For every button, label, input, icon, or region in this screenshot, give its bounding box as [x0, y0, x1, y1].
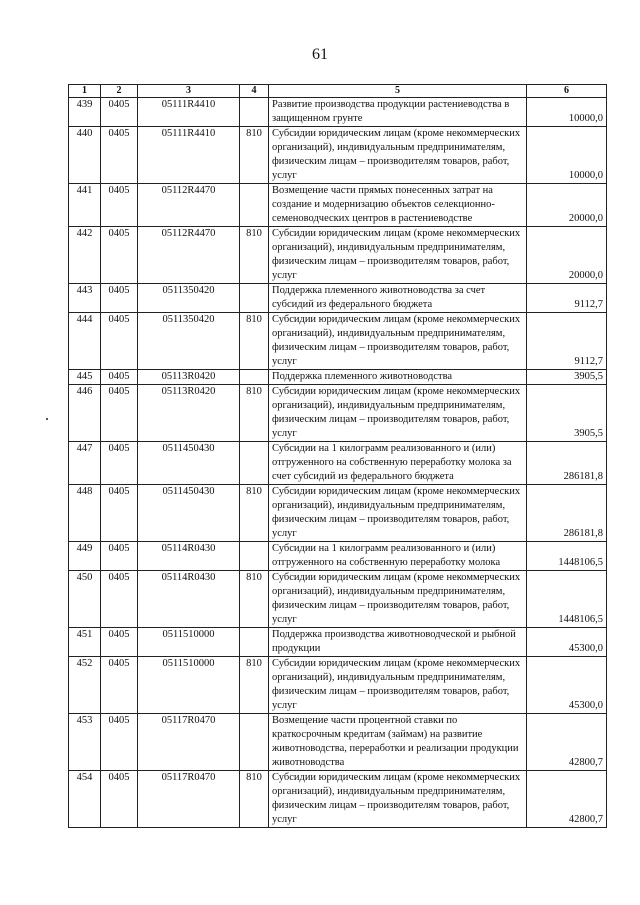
row-number-cell: 454	[69, 771, 101, 828]
target-article-cell: 0511350420	[138, 284, 240, 313]
section-code-cell: 0405	[101, 771, 138, 828]
target-article-cell: 05113R0420	[138, 370, 240, 385]
amount-cell: 45300,0	[527, 628, 607, 657]
table-row	[69, 385, 607, 442]
table-row	[69, 227, 607, 284]
row-number-cell: 439	[69, 98, 101, 127]
row-number-cell: 440	[69, 127, 101, 184]
expense-type-cell	[240, 714, 269, 771]
row-number-cell: 452	[69, 657, 101, 714]
section-code-cell: 0405	[101, 485, 138, 542]
description-cell: Субсидии юридическим лицам (кроме некоммерческих организаций), индивидуальным предпринимателям, физическим лицам – производителям товаров, работ, услуг	[269, 313, 527, 370]
amount-cell: 45300,0	[527, 657, 607, 714]
table-row	[69, 313, 607, 370]
amount-cell: 42800,7	[527, 714, 607, 771]
row-number-cell: 448	[69, 485, 101, 542]
expense-type-cell: 810	[240, 227, 269, 284]
section-code-cell: 0405	[101, 127, 138, 184]
amount-cell: 42800,7	[527, 771, 607, 828]
description-cell: Возмещение части прямых понесенных затрат на создание и модернизацию объектов селекционно-семеноводческих центров в растениеводстве	[269, 184, 527, 227]
description-cell: Субсидии юридическим лицам (кроме некоммерческих организаций), индивидуальным предпринимателям, физическим лицам – производителям товаров, работ, услуг	[269, 385, 527, 442]
row-number-cell: 441	[69, 184, 101, 227]
description-cell: Субсидии юридическим лицам (кроме некоммерческих организаций), индивидуальным предпринимателям, физическим лицам – производителям товаров, работ, услуг	[269, 657, 527, 714]
description-cell: Субсидии юридическим лицам (кроме некоммерческих организаций), индивидуальным предпринимателям, физическим лицам – производителям товаров, работ, услуг	[269, 227, 527, 284]
row-number-cell: 445	[69, 370, 101, 385]
table-row	[69, 714, 607, 771]
description-cell: Субсидии на 1 килограмм реализованного и (или) отгруженного на собственную переработку молока за счет субсидий из федерального бюджета	[269, 442, 527, 485]
table-row	[69, 184, 607, 227]
description-cell: Субсидии юридическим лицам (кроме некоммерческих организаций), индивидуальным предпринимателям, физическим лицам – производителям товаров, работ, услуг	[269, 127, 527, 184]
section-code-cell: 0405	[101, 370, 138, 385]
description-cell: Поддержка производства животноводческой и рыбной продукции	[269, 628, 527, 657]
section-code-cell: 0405	[101, 313, 138, 370]
description-cell: Субсидии юридическим лицам (кроме некоммерческих организаций), индивидуальным предпринимателям, физическим лицам – производителям товаров, работ, услуг	[269, 771, 527, 828]
description-cell: Развитие производства продукции растениеводства в защищенном грунте	[269, 98, 527, 127]
target-article-cell: 05114R0430	[138, 571, 240, 628]
target-article-cell: 05112R4470	[138, 227, 240, 284]
description-cell: Субсидии юридическим лицам (кроме некоммерческих организаций), индивидуальным предпринимателям, физическим лицам – производителям товаров, работ, услуг	[269, 571, 527, 628]
section-code-cell: 0405	[101, 442, 138, 485]
table-row	[69, 442, 607, 485]
row-number-cell: 447	[69, 442, 101, 485]
table-row	[69, 485, 607, 542]
section-code-cell: 0405	[101, 571, 138, 628]
expense-type-cell	[240, 628, 269, 657]
page-number: 61	[312, 46, 328, 63]
target-article-cell: 0511450430	[138, 485, 240, 542]
description-cell: Поддержка племенного животноводства	[269, 370, 527, 385]
target-article-cell: 05117R0470	[138, 714, 240, 771]
expense-type-cell: 810	[240, 657, 269, 714]
expense-type-cell	[240, 442, 269, 485]
row-number-cell: 453	[69, 714, 101, 771]
expense-type-cell	[240, 184, 269, 227]
expense-type-cell	[240, 98, 269, 127]
amount-cell: 3905,5	[527, 370, 607, 385]
target-article-cell: 05111R4410	[138, 127, 240, 184]
table-row	[69, 771, 607, 828]
table-row	[69, 628, 607, 657]
target-article-cell: 0511510000	[138, 628, 240, 657]
table-row	[69, 127, 607, 184]
section-code-cell: 0405	[101, 184, 138, 227]
table-row	[69, 657, 607, 714]
amount-cell: 20000,0	[527, 184, 607, 227]
amount-cell: 286181,8	[527, 485, 607, 542]
expense-type-cell: 810	[240, 313, 269, 370]
amount-cell: 20000,0	[527, 227, 607, 284]
amount-cell: 10000,0	[527, 127, 607, 184]
target-article-cell: 0511510000	[138, 657, 240, 714]
section-code-cell: 0405	[101, 714, 138, 771]
section-code-cell: 0405	[101, 657, 138, 714]
header-col-2: 2	[101, 85, 138, 98]
section-code-cell: 0405	[101, 628, 138, 657]
row-number-cell: 450	[69, 571, 101, 628]
expense-type-cell: 810	[240, 771, 269, 828]
target-article-cell: 05112R4470	[138, 184, 240, 227]
amount-cell: 1448106,5	[527, 542, 607, 571]
target-article-cell: 0511350420	[138, 313, 240, 370]
table-row	[69, 98, 607, 127]
row-number-cell: 443	[69, 284, 101, 313]
section-code-cell: 0405	[101, 284, 138, 313]
amount-cell: 286181,8	[527, 442, 607, 485]
table-body	[69, 98, 607, 828]
budget-table	[68, 84, 607, 828]
description-cell: Субсидии юридическим лицам (кроме некоммерческих организаций), индивидуальным предпринимателям, физическим лицам – производителям товаров, работ, услуг	[269, 485, 527, 542]
table-row	[69, 542, 607, 571]
amount-cell: 10000,0	[527, 98, 607, 127]
description-cell: Поддержка племенного животноводства за счет субсидий из федерального бюджета	[269, 284, 527, 313]
target-article-cell: 05111R4410	[138, 98, 240, 127]
header-col-6: 6	[527, 85, 607, 98]
row-number-cell: 444	[69, 313, 101, 370]
section-code-cell: 0405	[101, 98, 138, 127]
row-number-cell: 442	[69, 227, 101, 284]
target-article-cell: 05117R0470	[138, 771, 240, 828]
header-col-4: 4	[240, 85, 269, 98]
header-col-3: 3	[138, 85, 240, 98]
expense-type-cell	[240, 542, 269, 571]
row-number-cell: 449	[69, 542, 101, 571]
amount-cell: 3905,5	[527, 385, 607, 442]
expense-type-cell	[240, 370, 269, 385]
header-col-5: 5	[269, 85, 527, 98]
table-row	[69, 571, 607, 628]
expense-type-cell: 810	[240, 571, 269, 628]
amount-cell: 1448106,5	[527, 571, 607, 628]
expense-type-cell: 810	[240, 385, 269, 442]
section-code-cell: 0405	[101, 227, 138, 284]
section-code-cell: 0405	[101, 385, 138, 442]
expense-type-cell	[240, 284, 269, 313]
table-header-row	[69, 85, 607, 98]
header-col-1: 1	[69, 85, 101, 98]
target-article-cell: 0511450430	[138, 442, 240, 485]
target-article-cell: 05114R0430	[138, 542, 240, 571]
expense-type-cell: 810	[240, 485, 269, 542]
expense-type-cell: 810	[240, 127, 269, 184]
row-number-cell: 451	[69, 628, 101, 657]
amount-cell: 9112,7	[527, 284, 607, 313]
table-row	[69, 370, 607, 385]
section-code-cell: 0405	[101, 542, 138, 571]
table-row	[69, 284, 607, 313]
description-cell: Возмещение части процентной ставки по краткосрочным кредитам (займам) на развитие животноводства, переработки и реализации продукции животноводства	[269, 714, 527, 771]
target-article-cell: 05113R0420	[138, 385, 240, 442]
row-number-cell: 446	[69, 385, 101, 442]
scan-speck	[46, 418, 48, 420]
amount-cell: 9112,7	[527, 313, 607, 370]
description-cell: Субсидии на 1 килограмм реализованного и (или) отгруженного на собственную переработку молока	[269, 542, 527, 571]
